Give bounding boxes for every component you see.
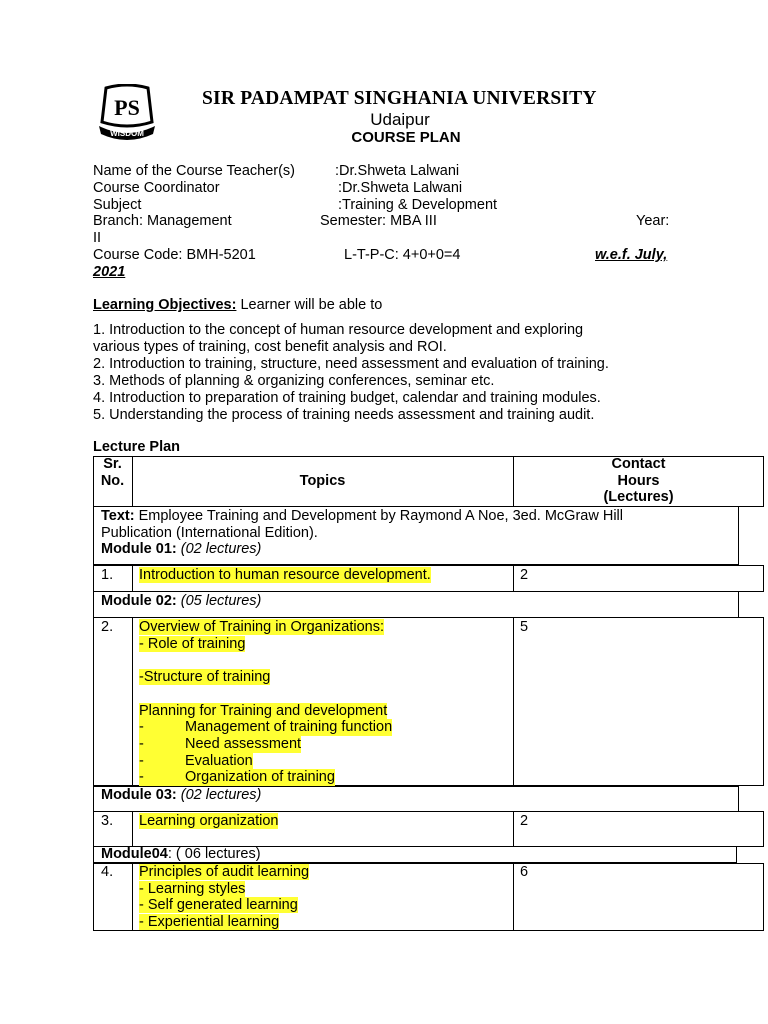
teacher-label: Name of the Course Teacher(s) — [93, 163, 296, 179]
svg-text:WISDOM: WISDOM — [110, 129, 144, 138]
coordinator-label: Course Coordinator — [93, 180, 220, 196]
row-number: 3. — [101, 813, 114, 829]
objective-line: 2. Introduction to training, structure, need assessment and evaluation of training. — [93, 356, 609, 372]
row-topic: Introduction to human resource development. — [139, 567, 431, 583]
module-03: Module 03: (02 lectures) — [101, 787, 262, 803]
objectives-list — [93, 322, 693, 424]
course-code: Course Code: BMH-5201 — [93, 247, 256, 263]
row-topic: Overview of Training in Organizations: - Role of training -Structure of training Planning for Training and development - Management of training function - Need assessment - Evaluation - Organization of training — [139, 619, 393, 786]
row-number: 2. — [101, 619, 114, 635]
row-number: 4. — [101, 864, 114, 880]
university-name: SIR PADAMPAT SINGHANIA UNIVERSITY — [202, 88, 597, 109]
objectives-intro: Learner will be able to — [236, 297, 383, 313]
objectives-title: Learning Objectives: — [93, 297, 237, 313]
teacher-value: :Dr.Shweta Lalwani — [335, 163, 460, 179]
row-topic: Learning organization — [139, 813, 279, 829]
ltpc: L-T-P-C: 4+0+0=4 — [344, 247, 461, 263]
subject-label: Subject — [93, 197, 142, 213]
objective-line: 3. Methods of planning & organizing conferences, seminar etc. — [93, 373, 495, 389]
row-topic: Principles of audit learning - Learning styles - Self generated learning - Experiential learning — [139, 864, 310, 931]
objective-line: various types of training, cost benefit analysis and ROI. — [93, 339, 447, 355]
row-hours: 5 — [520, 619, 529, 635]
textbook-reference: Text: Employee Training and Development by Raymond A Noe, 3ed. McGraw Hill Publication (International Edition). Module 01: (02 lectures) — [101, 508, 623, 558]
subject-value: :Training & Development — [338, 197, 498, 213]
col-sr: Sr. No. — [100, 456, 125, 489]
document-title: COURSE PLAN — [351, 129, 461, 146]
row-hours: 2 — [520, 567, 529, 583]
lecture-plan-title: Lecture Plan — [93, 439, 181, 455]
year-label: Year: — [636, 213, 670, 229]
row-hours: 6 — [520, 864, 529, 880]
col-topics: Topics — [299, 473, 346, 489]
objective-line: 4. Introduction to preparation of training budget, calendar and training modules. — [93, 390, 601, 406]
col-hours: Contact Hours (Lectures) — [603, 456, 674, 506]
semester: Semester: MBA III — [320, 213, 437, 229]
wef-date: w.e.f. July, — [595, 247, 668, 263]
year-value: II — [93, 230, 102, 246]
university-city: Udaipur — [370, 110, 430, 129]
coordinator-value: :Dr.Shweta Lalwani — [338, 180, 463, 196]
wef-year: 2021 — [93, 264, 126, 280]
objectives-heading — [93, 297, 382, 313]
module-02: Module 02: (05 lectures) — [101, 593, 262, 609]
module-04: Module04: ( 06 lectures) — [101, 846, 261, 862]
row-number: 1. — [101, 567, 114, 583]
row-hours: 2 — [520, 813, 529, 829]
branch: Branch: Management — [93, 213, 232, 229]
objective-line: 1. Introduction to the concept of human resource development and exploring — [93, 322, 584, 338]
svg-text:PS: PS — [114, 95, 140, 120]
objective-line: 5. Understanding the process of training needs assessment and training audit. — [93, 407, 595, 423]
